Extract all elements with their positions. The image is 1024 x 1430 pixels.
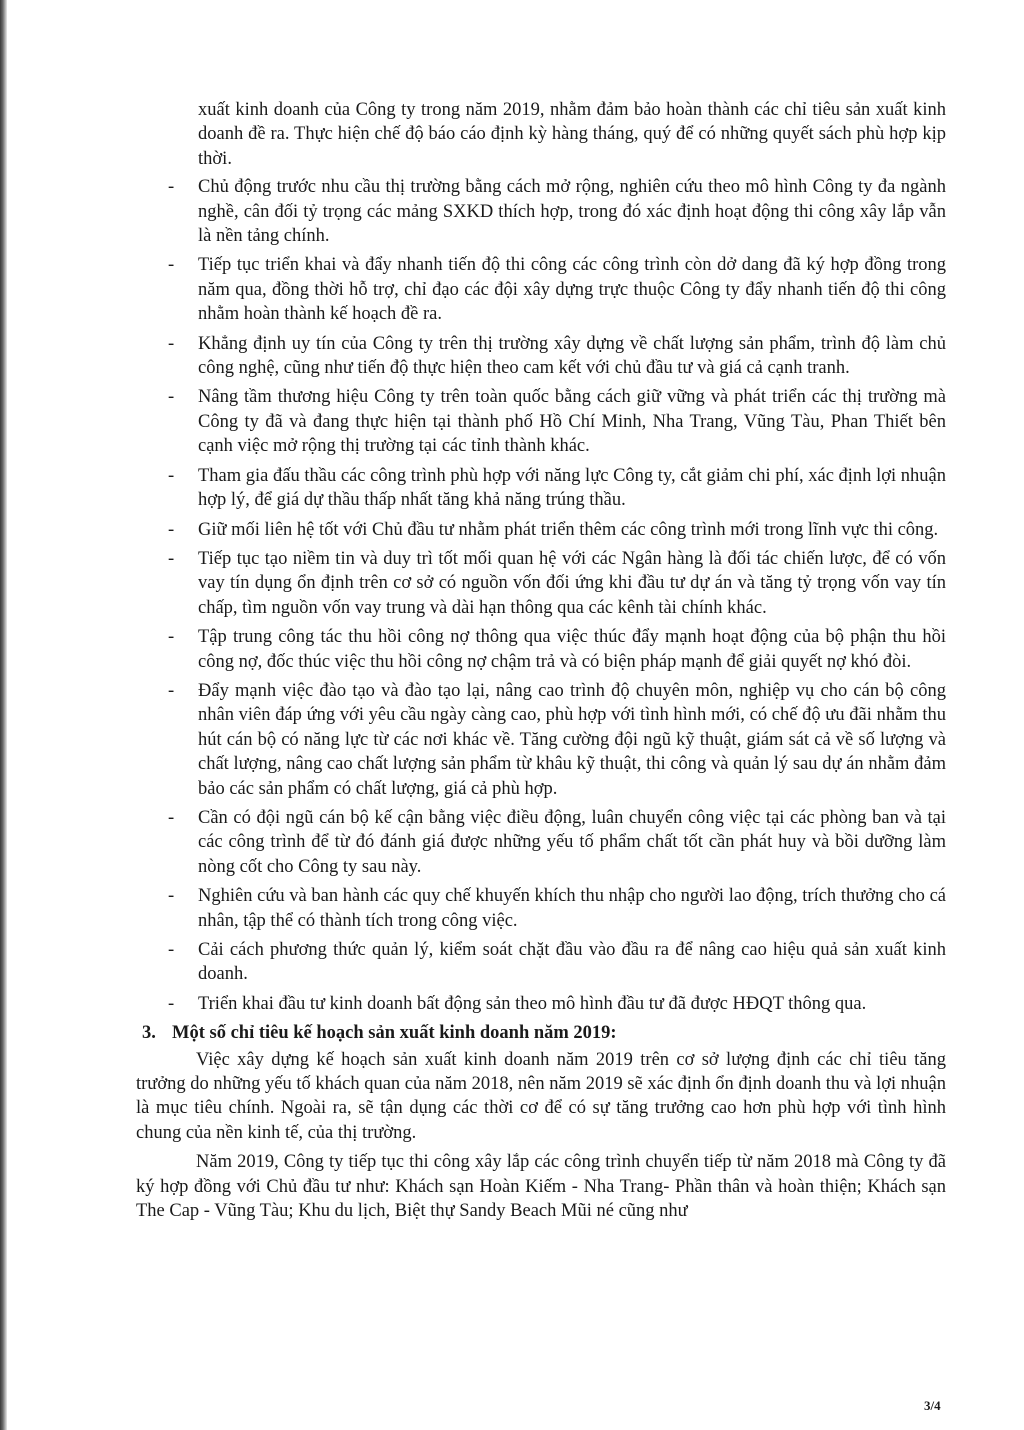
body-paragraph: Năm 2019, Công ty tiếp tục thi công xây lắp các công trình chuyển tiếp từ năm 2018 mà Công ty đã ký hợp đồng với Chủ đầu tư như: Khách sạn Hoàn Kiếm - Nha Trang- Phần thân và hoàn thiện; Khách sạn The Cap - Vũng Tàu; Khu du lịch, Biệt thự Sandy Beach Mũi né cũng như bbox=[136, 1152, 946, 1222]
list-item bbox=[136, 518, 946, 542]
list-item bbox=[136, 332, 946, 381]
document-body bbox=[136, 98, 946, 1228]
list-item-text: Khẳng định uy tín của Công ty trên thị trường xây dựng về chất lượng sản phẩm, trình độ làm chủ công nghệ, cũng như tiến độ thực hiện theo cam kết với chủ đầu tư và giá cả cạnh tranh. bbox=[198, 333, 946, 379]
list-item-text: Tham gia đấu thầu các công trình phù hợp với năng lực Công ty, cắt giảm chi phí, xác định lợi nhuận hợp lý, để giá dự thầu thấp nhất tăng khả năng trúng thầu. bbox=[198, 465, 946, 511]
list-item bbox=[136, 385, 946, 458]
list-item-text: Tập trung công tác thu hồi công nợ thông qua việc thúc đẩy mạnh hoạt động của bộ phận thu hồi công nợ, đốc thúc việc thu hồi công nợ chậm trả và có biện pháp mạnh để giải quyết nợ khó đòi. bbox=[198, 627, 946, 672]
list-item-text: Giữ mối liên hệ tốt với Chủ đầu tư nhằm phát triển thêm các công trình mới trong lĩnh vực thi công. bbox=[198, 519, 939, 540]
body-paragraph: Việc xây dựng kế hoạch sản xuất kinh doanh năm 2019 trên cơ sở lượng định các chỉ tiêu tăng trưởng do những yếu tố khách quan của năm 2018, nên năm 2019 sẽ xác định ổn định doanh thu và lợi nhuận là mục tiêu chính. Ngoài ra, sẽ tận dụng các thời cơ để có sự tăng trưởng cao hơn phù hợp với tình hình chung của nền kinh tế, của thị trường. bbox=[136, 1049, 946, 1143]
list-item-text: Nâng tầm thương hiệu Công ty trên toàn quốc bằng cách giữ vững và phát triển các thị trường mà Công ty đã và đang thực hiện tại thành phố Hồ Chí Minh, Nha Trang, Vũng Tàu, Phan Thiết bên cạnh việc mở rộng thị trường tại các tỉnh thành khác. bbox=[198, 387, 946, 457]
bullet-dash: - bbox=[168, 519, 175, 540]
bullet-dash: - bbox=[168, 940, 175, 960]
bullet-dash: - bbox=[168, 807, 175, 828]
list-item bbox=[136, 175, 946, 248]
list-item bbox=[136, 547, 946, 620]
list-item-text: Cần có đội ngũ cán bộ kế cận bằng việc điều động, luân chuyển công việc tại các phòng ban và tại các công trình để từ đó đánh giá được những yếu tố phẩm chất tốt cần phát huy và bồi dưỡng làm nòng cốt cho Công ty sau này. bbox=[198, 807, 946, 877]
page-number: 3/4 bbox=[924, 1398, 941, 1413]
section-title: Một số chỉ tiêu kế hoạch sản xuất kinh doanh năm 2019: bbox=[172, 1023, 617, 1044]
bullet-dash: - bbox=[168, 680, 175, 701]
bullet-list bbox=[136, 175, 946, 1016]
bullet-dash: - bbox=[168, 993, 175, 1014]
list-item bbox=[136, 625, 946, 674]
section-heading bbox=[142, 1021, 946, 1045]
bullet-dash: - bbox=[168, 177, 175, 198]
list-item bbox=[136, 253, 946, 326]
bullet-dash: - bbox=[168, 465, 175, 486]
list-item-text: Tiếp tục tạo niềm tin và duy trì tốt mối quan hệ với các Ngân hàng là đối tác chiến lược, để có vốn vay tín dụng ổn định trên cơ sở có nguồn vốn đối ứng khi đầu tư dự án và tăng tỷ trọng vốn vay tín chấp, tìm nguồn vốn vay trung và dài hạn thông qua các kênh tài chính khác. bbox=[198, 548, 946, 618]
section-number: 3. bbox=[142, 1023, 156, 1044]
bullet-dash: - bbox=[168, 333, 175, 354]
bullet-dash: - bbox=[168, 886, 175, 907]
list-item bbox=[136, 938, 946, 987]
list-item-text: Triển khai đầu tư kinh doanh bất động sản theo mô hình đầu tư đã được HĐQT thông qua. bbox=[198, 993, 867, 1014]
list-item bbox=[136, 884, 946, 933]
bullet-dash: - bbox=[168, 255, 175, 276]
bullet-dash: - bbox=[168, 548, 175, 569]
scan-page-edge bbox=[0, 0, 7, 1430]
list-item-text: Tiếp tục triển khai và đẩy nhanh tiến độ thi công các công trình còn dở dang đã ký hợp đồng trong năm qua, đồng thời hỗ trợ, chỉ đạo các đội xây dựng trực thuộc Công ty đẩy nhanh tiến độ thi công nhằm hoàn thành kế hoạch đề ra. bbox=[198, 255, 946, 325]
list-item bbox=[136, 464, 946, 513]
list-item-text: Nghiên cứu và ban hành các quy chế khuyến khích thu nhập cho người lao động, trích thưởng cho cá nhân, tập thể có thành tích trong công việc. bbox=[198, 886, 946, 931]
list-item-text: Cải cách phương thức quản lý, kiểm soát chặt đầu vào đầu ra để nâng cao hiệu quả sản xuất kinh doanh. bbox=[198, 940, 946, 985]
list-item bbox=[136, 679, 946, 801]
bullet-dash: - bbox=[168, 627, 175, 648]
list-item-text: Chủ động trước nhu cầu thị trường bằng cách mở rộng, nghiên cứu theo mô hình Công ty đa ngành nghề, cân đối tỷ trọng các mảng SXKD thích hợp, trong đó xác định hoạt động thi công xây lắp vẫn là nền tảng chính. bbox=[198, 177, 946, 247]
continuation-paragraph: xuất kinh doanh của Công ty trong năm 2019, nhằm đảm bảo hoàn thành các chỉ tiêu sản xuất kinh doanh đề ra. Thực hiện chế độ báo cáo định kỳ hàng tháng, quý để có những quyết sách phù hợp kịp thời. bbox=[198, 100, 946, 169]
bullet-dash: - bbox=[168, 387, 175, 408]
list-item-text: Đẩy mạnh việc đào tạo và đào tạo lại, nâng cao trình độ chuyên môn, nghiệp vụ cho cán bộ công nhân viên đáp ứng với yêu cầu ngày càng cao, phù hợp với tình hình mới, có chế độ ưu đãi nhằm thu hút cán bộ có năng lực từ các nơi khác về. Tăng cường đội ngũ kỹ thuật, giám sát cả về số lượng và chất lượng, nâng cao chất lượng sản phẩm từ khâu kỹ thuật, thi công và quản lý sau dự án nhằm đảm bảo các sản phẩm có chất lượng, giá cả phù hợp. bbox=[198, 680, 946, 799]
list-item bbox=[136, 806, 946, 879]
list-item bbox=[136, 992, 946, 1016]
